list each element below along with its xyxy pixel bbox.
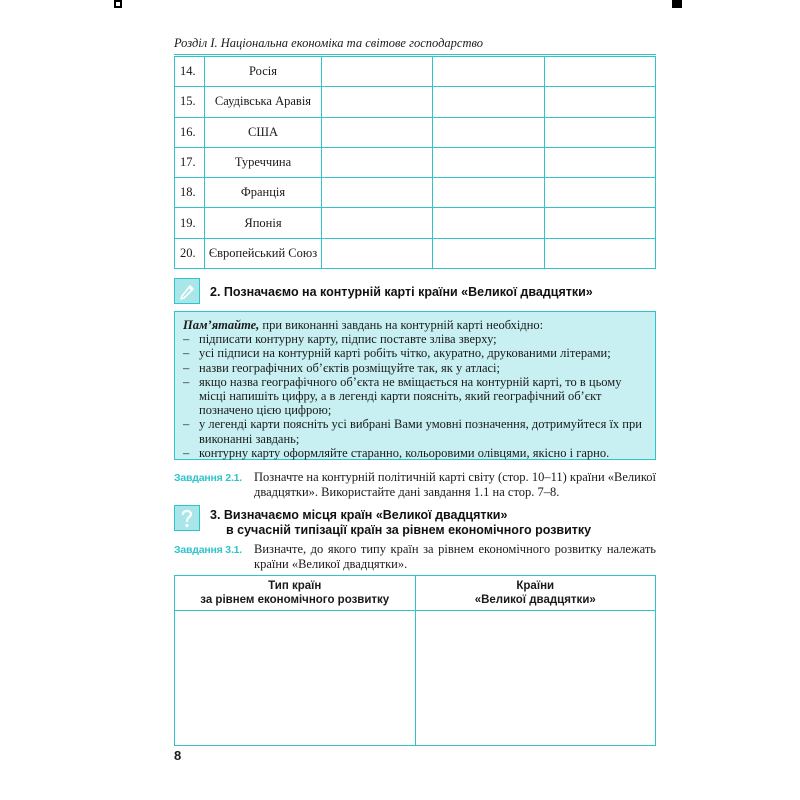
answer-cell[interactable]: [433, 238, 544, 268]
answer-cell[interactable]: [433, 87, 544, 117]
answer-cell[interactable]: [544, 117, 655, 147]
running-head: Розділ І. Національна економіка та світове господарство: [174, 36, 656, 55]
answer-cell[interactable]: [544, 208, 655, 238]
answer-cell[interactable]: [544, 178, 655, 208]
answer-cell[interactable]: [544, 147, 655, 177]
remember-lead: Пам’ятайте,: [183, 318, 260, 332]
remember-list: [183, 332, 647, 460]
types-col1-line2: за рівнем економічного розвитку: [200, 594, 390, 606]
types-table: [174, 575, 656, 746]
types-col1-line1: Тип країн: [268, 580, 322, 592]
types-answer-cell[interactable]: [175, 611, 416, 746]
table-row: [175, 208, 656, 238]
table-row: [175, 117, 656, 147]
table-row: [175, 87, 656, 117]
task-2-1-label: Завдання 2.1.: [174, 472, 243, 484]
crop-mark-left: [114, 0, 122, 8]
list-item: – підписати контурну карту, підпис поставте зліва зверху;: [183, 332, 647, 346]
types-col2-line1: Країни: [516, 580, 555, 592]
answer-cell[interactable]: [322, 178, 433, 208]
row-number: 17.: [175, 147, 205, 177]
answer-cell[interactable]: [322, 238, 433, 268]
answer-cell[interactable]: [433, 57, 544, 87]
row-number: 20.: [175, 238, 205, 268]
answer-cell[interactable]: [433, 117, 544, 147]
answer-cell[interactable]: [544, 87, 655, 117]
answer-cell[interactable]: [322, 57, 433, 87]
section-3-title-line1: 3. Визначаємо місця країн «Великої двадцятки»: [210, 508, 508, 522]
remember-intro: при виконанні завдань на контурній карті необхідно:: [259, 318, 544, 332]
page-number: 8: [174, 748, 182, 763]
country-name: Саудівська Аравія: [205, 87, 322, 117]
task-3-1-text: Визначте, до якого типу країн за рівнем економічного розвитку належать країни «Великої двадцятки».: [254, 542, 656, 571]
answer-cell[interactable]: [544, 57, 655, 87]
section-3-title-line2: в сучасній типізації країн за рівнем економічного розвитку: [226, 523, 592, 537]
table-row: [175, 178, 656, 208]
answer-cell[interactable]: [322, 87, 433, 117]
section-3-title: [210, 508, 591, 538]
list-item: – якщо назва географічного об’єкта не вміщається на контурній карті, то в цьому місці напишіть цифру, а в легенді карти поясніть, який географічний об’єкт позначено цією цифрою;: [183, 375, 647, 418]
table-row: [175, 57, 656, 87]
country-name: США: [205, 117, 322, 147]
task-3-1-label: Завдання 3.1.: [174, 544, 243, 556]
list-item: – у легенді карти поясніть усі вибрані Вами умовні позначення, дотримуйтеся їх при виконанні завдань;: [183, 417, 647, 445]
country-name: Європейський Союз: [205, 238, 322, 268]
row-number: 14.: [175, 57, 205, 87]
answer-cell[interactable]: [322, 208, 433, 238]
task-2-1-text: Позначте на контурній політичній карті світу (стор. 10–11) країни «Великої двадцятки». Використайте дані завдання 1.1 на стор. 7–8.: [254, 470, 656, 499]
types-col-header-type: [175, 576, 416, 611]
countries-table: [174, 56, 656, 269]
types-col-header-countries: [415, 576, 656, 611]
list-item: – усі підписи на контурній карті робіть чітко, акуратно, друкованими літерами;: [183, 346, 647, 360]
row-number: 16.: [175, 117, 205, 147]
countries-answer-cell[interactable]: [415, 611, 656, 746]
answer-cell[interactable]: [322, 117, 433, 147]
country-name: Франція: [205, 178, 322, 208]
question-icon: [174, 505, 200, 531]
row-number: 15.: [175, 87, 205, 117]
country-name: Туреччина: [205, 147, 322, 177]
crop-mark-right: [672, 0, 682, 8]
types-col2-line2: «Великої двадцятки»: [474, 594, 596, 606]
list-item: – контурну карту оформляйте старанно, кольоровими олівцями, якісно і гарно.: [183, 446, 647, 460]
table-row: [175, 238, 656, 268]
country-name: Японія: [205, 208, 322, 238]
row-number: 18.: [175, 178, 205, 208]
table-row: [175, 147, 656, 177]
section-2-title: 2. Позначаємо на контурній карті країни «Великої двадцятки»: [210, 285, 593, 299]
answer-cell[interactable]: [433, 178, 544, 208]
answer-cell[interactable]: [544, 238, 655, 268]
list-item: – назви географічних об’єктів розміщуйте так, як у атласі;: [183, 361, 647, 375]
remember-box: [174, 311, 656, 460]
answer-cell[interactable]: [322, 147, 433, 177]
row-number: 19.: [175, 208, 205, 238]
answer-cell[interactable]: [433, 208, 544, 238]
answer-cell[interactable]: [433, 147, 544, 177]
country-name: Росія: [205, 57, 322, 87]
pencil-icon: [174, 278, 200, 304]
